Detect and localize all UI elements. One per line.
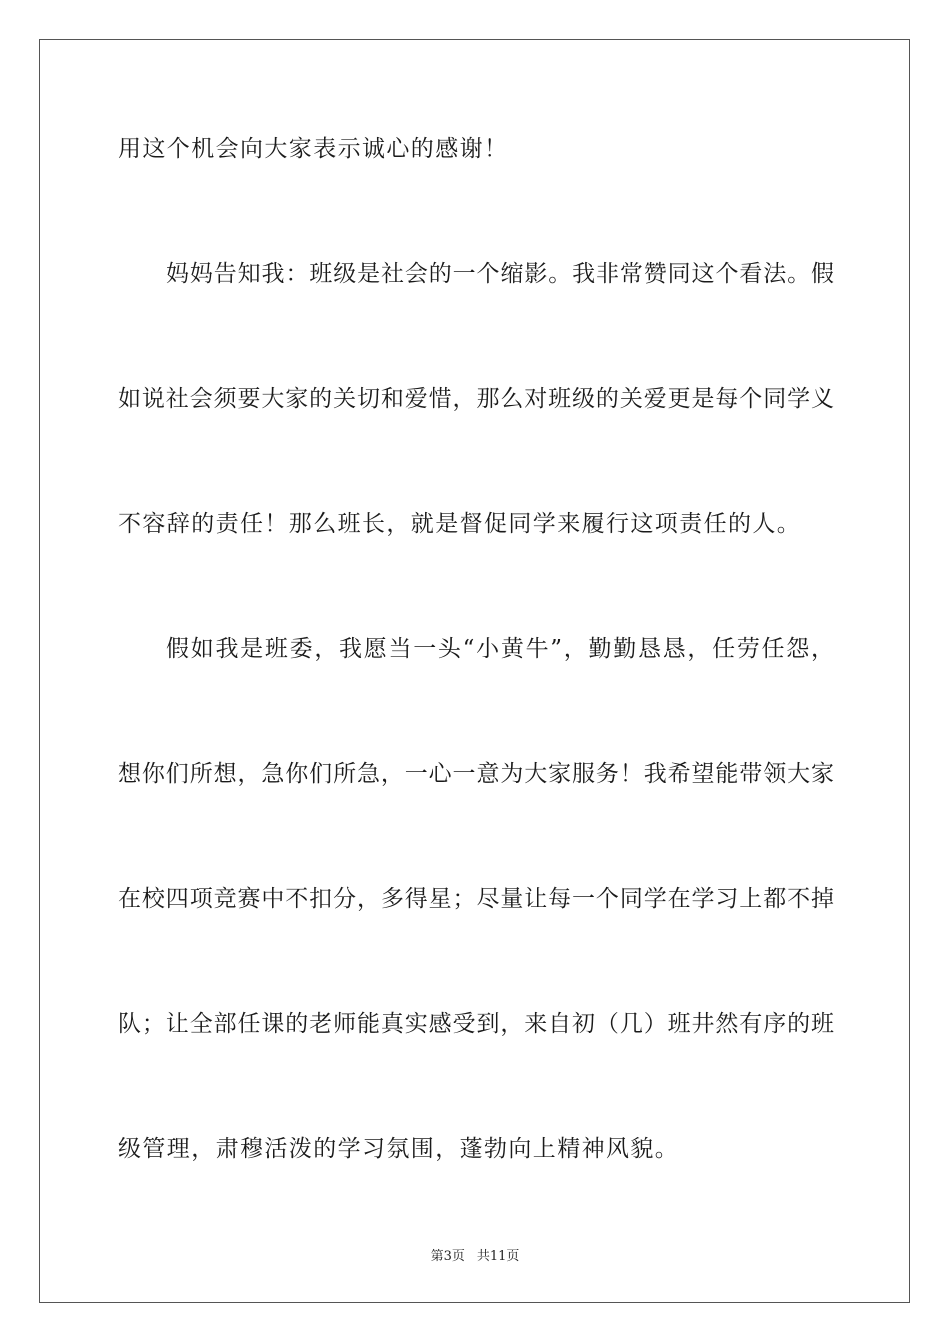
body-text-line: 用这个机会向大家表示诚心的感谢！ [118,136,509,162]
body-text-line: 级管理，肃穆活泼的学习氛围，蓬勃向上精神风貌。 [118,1136,680,1162]
page-total: 共11页 [476,1249,520,1264]
body-text-line: 队；让全部任课的老师能真实感受到，来自初（几）班井然有序的班 [118,1011,834,1037]
body-text-line: 假如我是班委，我愿当一头“小黄牛”，勤勤恳恳，任劳任怨， [166,636,834,662]
body-text-line: 想你们所想，急你们所急，一心一意为大家服务！我希望能带领大家 [118,761,834,787]
page-footer [0,1248,950,1266]
page-border [39,39,910,1303]
page-number: 第3页 [430,1249,465,1264]
body-text-line: 妈妈告知我：班级是社会的一个缩影。我非常赞同这个看法。假 [166,261,834,287]
body-text-line: 在校四项竞赛中不扣分，多得星；尽量让每一个同学在学习上都不掉 [118,886,834,912]
body-text-line: 不容辞的责任！那么班长，就是督促同学来履行这项责任的人。 [118,511,802,537]
body-text-line: 如说社会须要大家的关切和爱惜，那么对班级的关爱更是每个同学义 [118,386,834,412]
